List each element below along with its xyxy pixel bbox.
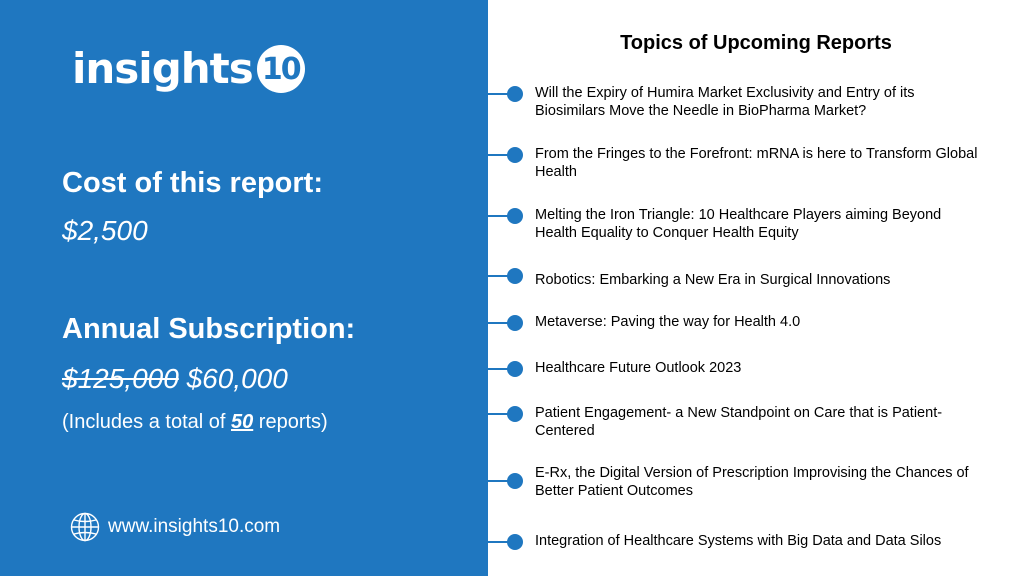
website-url[interactable]: www.insights10.com [108, 516, 281, 537]
cost-label: Cost of this report: [62, 167, 323, 199]
topic-text: Robotics: Embarking a New Era in Surgical Innovations [535, 272, 891, 288]
bullet-dot-icon [507, 86, 523, 102]
topic-text: From the Fringes to the Forefront: mRNA is here to Transform Global Health [535, 146, 978, 180]
bullet-dot-icon [507, 534, 523, 550]
report-count: 50 [230, 411, 254, 433]
logo-badge: 10 [257, 45, 305, 93]
topics-title: Topics of Upcoming Reports [620, 32, 892, 54]
old-price: $125,000 [62, 363, 179, 394]
topic-text: Will the Expiry of Humira Market Exclusivity and Entry of its Biosimilars Move the Needle in BioPharma Market? [535, 85, 915, 119]
right-panel [488, 0, 1024, 576]
topic-text: Healthcare Future Outlook 2023 [535, 360, 742, 376]
note-suffix: reports) [253, 411, 328, 433]
bullet-dot-icon [507, 473, 523, 489]
subscription-prices [62, 363, 288, 395]
insights10-logo [72, 45, 305, 93]
topic-text: Patient Engagement- a New Standpoint on Care that is Patient-Centered [535, 405, 943, 439]
bullet-dot-icon [507, 406, 523, 422]
bullet-dot-icon [507, 268, 523, 284]
note-prefix: (Includes a total of [62, 411, 231, 433]
topic-text: Integration of Healthcare Systems with Big Data and Data Silos [535, 533, 942, 549]
topic-text: Melting the Iron Triangle: 10 Healthcare Players aiming Beyond Health Equality to Conquer Health Equity [535, 207, 942, 241]
globe-icon [70, 512, 100, 542]
bullet-dot-icon [507, 147, 523, 163]
subscription-note [62, 411, 328, 434]
topic-text: E-Rx, the Digital Version of Prescription Improvising the Chances of Better Patient Outcomes [535, 465, 969, 499]
logo-wordmark: insights [72, 44, 253, 93]
subscription-label: Annual Subscription: [62, 313, 356, 345]
bullet-dot-icon [507, 208, 523, 224]
cost-value: $2,500 [62, 215, 148, 246]
topic-text: Metaverse: Paving the way for Health 4.0 [535, 314, 801, 330]
new-price: $60,000 [186, 363, 288, 394]
bullet-dot-icon [507, 315, 523, 331]
bullet-dot-icon [507, 361, 523, 377]
left-panel [0, 0, 488, 576]
website-link[interactable] [70, 512, 280, 542]
